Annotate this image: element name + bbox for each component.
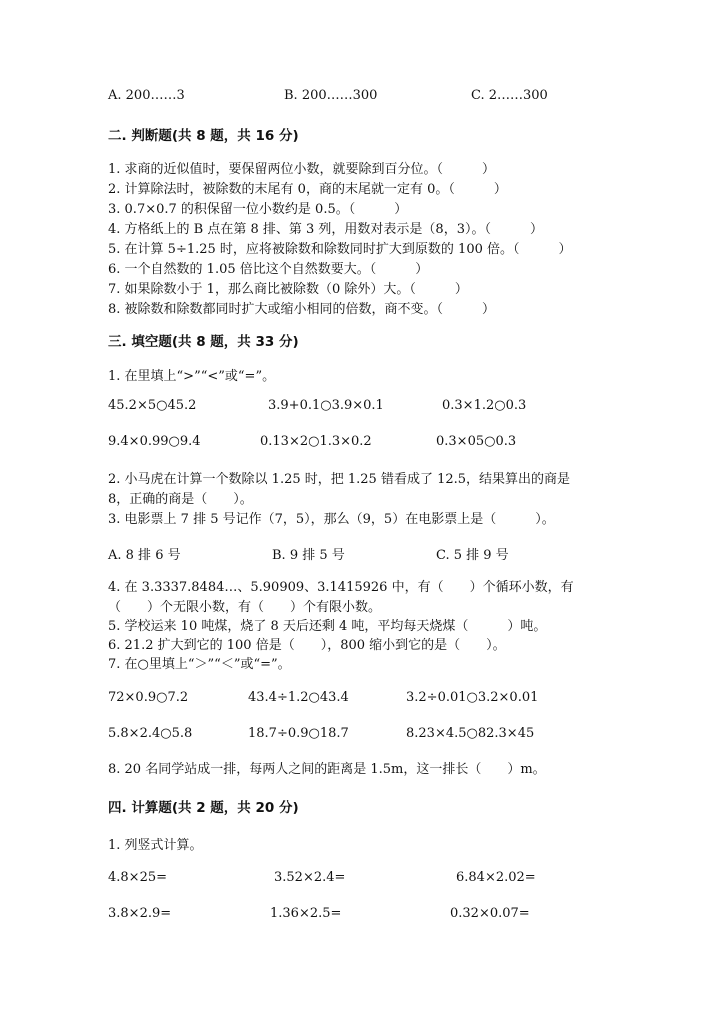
- judgement-item: 8. 被除数和除数都同时扩大或缩小相同的倍数，商不变。（ ）: [108, 302, 496, 317]
- section-4-title: 四. 计算题(共 2 题，共 20 分): [108, 800, 299, 816]
- compare-item: 18.7÷0.9○18.7: [248, 726, 349, 741]
- calc-item: 1.36×2.5=: [270, 906, 342, 921]
- fill-q4-line2: （ ）个无限小数，有（ ）个有限小数。: [108, 600, 382, 615]
- judgement-list: [108, 160, 572, 320]
- compare-item: 72×0.9○7.2: [108, 690, 189, 705]
- judgement-item: 5. 在计算 5÷1.25 时，应将被除数和除数同时扩大到原数的 100 倍。（ ）: [108, 242, 572, 257]
- section-2-title: 二. 判断题(共 8 题，共 16 分): [108, 128, 299, 144]
- fill-q7: 7. 在○里填上“＞”“＜”或“=”。: [108, 657, 291, 672]
- compare-item: 0.13×2○1.3×0.2: [260, 434, 372, 449]
- fill-q8: 8. 20 名同学站成一排，每两人之间的距离是 1.5m，这一排长（ ）m。: [108, 762, 546, 777]
- fill-q5: 5. 学校运来 10 吨煤，烧了 8 天后还剩 4 吨，平均每天烧煤（ ）吨。: [108, 619, 547, 634]
- calc-q1: 1. 列竖式计算。: [108, 838, 203, 853]
- calc-item: 6.84×2.02=: [456, 870, 536, 885]
- compare-item: 43.4÷1.2○43.4: [248, 690, 349, 705]
- fill-q3: 3. 电影票上 7 排 5 号记作（7，5），那么（9，5）在电影票上是（ ）。: [108, 512, 555, 527]
- calc-item: 3.52×2.4=: [274, 870, 346, 885]
- fill-q6: 6. 21.2 扩大到它的 100 倍是（ ），800 缩小到它的是（ ）。: [108, 638, 506, 653]
- compare-item: 8.23×4.5○82.3×45: [406, 726, 535, 741]
- q3-option-c: C. 5 排 9 号: [436, 548, 509, 563]
- judgement-item: 6. 一个自然数的 1.05 倍比这个自然数要大。（ ）: [108, 262, 429, 277]
- judgement-item: 4. 方格纸上的 B 点在第 8 排、第 3 列，用数对表示是（8，3）。（ ）: [108, 222, 543, 237]
- compare-item: 3.2÷0.01○3.2×0.01: [406, 690, 539, 705]
- option-a: A. 200……3: [108, 88, 185, 103]
- fill-q1: 1. 在里填上“>”“<”或“=”。: [108, 369, 276, 384]
- section-3-title: 三. 填空题(共 8 题，共 33 分): [108, 334, 299, 350]
- q3-option-b: B. 9 排 5 号: [272, 548, 345, 563]
- judgement-item: 7. 如果除数小于 1，那么商比被除数（0 除外）大。（ ）: [108, 282, 468, 297]
- fill-q4-line1: 4. 在 3.3337.8484…、5.90909、3.1415926 中，有（ ）个循环小数，有: [108, 580, 574, 595]
- compare-item: 0.3×1.2○0.3: [442, 398, 527, 413]
- compare-item: 3.9+0.1○3.9×0.1: [268, 398, 384, 413]
- calc-item: 3.8×2.9=: [108, 906, 172, 921]
- calc-item: 4.8×25=: [108, 870, 168, 885]
- compare-item: 0.3×05○0.3: [436, 434, 517, 449]
- q3-option-a: A. 8 排 6 号: [108, 548, 181, 563]
- compare-item: 9.4×0.99○9.4: [108, 434, 201, 449]
- option-b: B. 200……300: [284, 88, 378, 103]
- fill-q2-line2: 8，正确的商是（ ）。: [108, 492, 253, 507]
- calc-item: 0.32×0.07=: [450, 906, 530, 921]
- judgement-item: 3. 0.7×0.7 的积保留一位小数约是 0.5。（ ）: [108, 202, 408, 217]
- compare-item: 45.2×5○45.2: [108, 398, 197, 413]
- fill-q2-line1: 2. 小马虎在计算一个数除以 1.25 时，把 1.25 错看成了 12.5，结果算出的商是: [108, 472, 571, 487]
- judgement-item: 1. 求商的近似值时，要保留两位小数，就要除到百分位。（ ）: [108, 162, 496, 177]
- compare-item: 5.8×2.4○5.8: [108, 726, 193, 741]
- option-c: C. 2……300: [471, 88, 548, 103]
- judgement-item: 2. 计算除法时，被除数的末尾有 0，商的末尾就一定有 0。（ ）: [108, 182, 507, 197]
